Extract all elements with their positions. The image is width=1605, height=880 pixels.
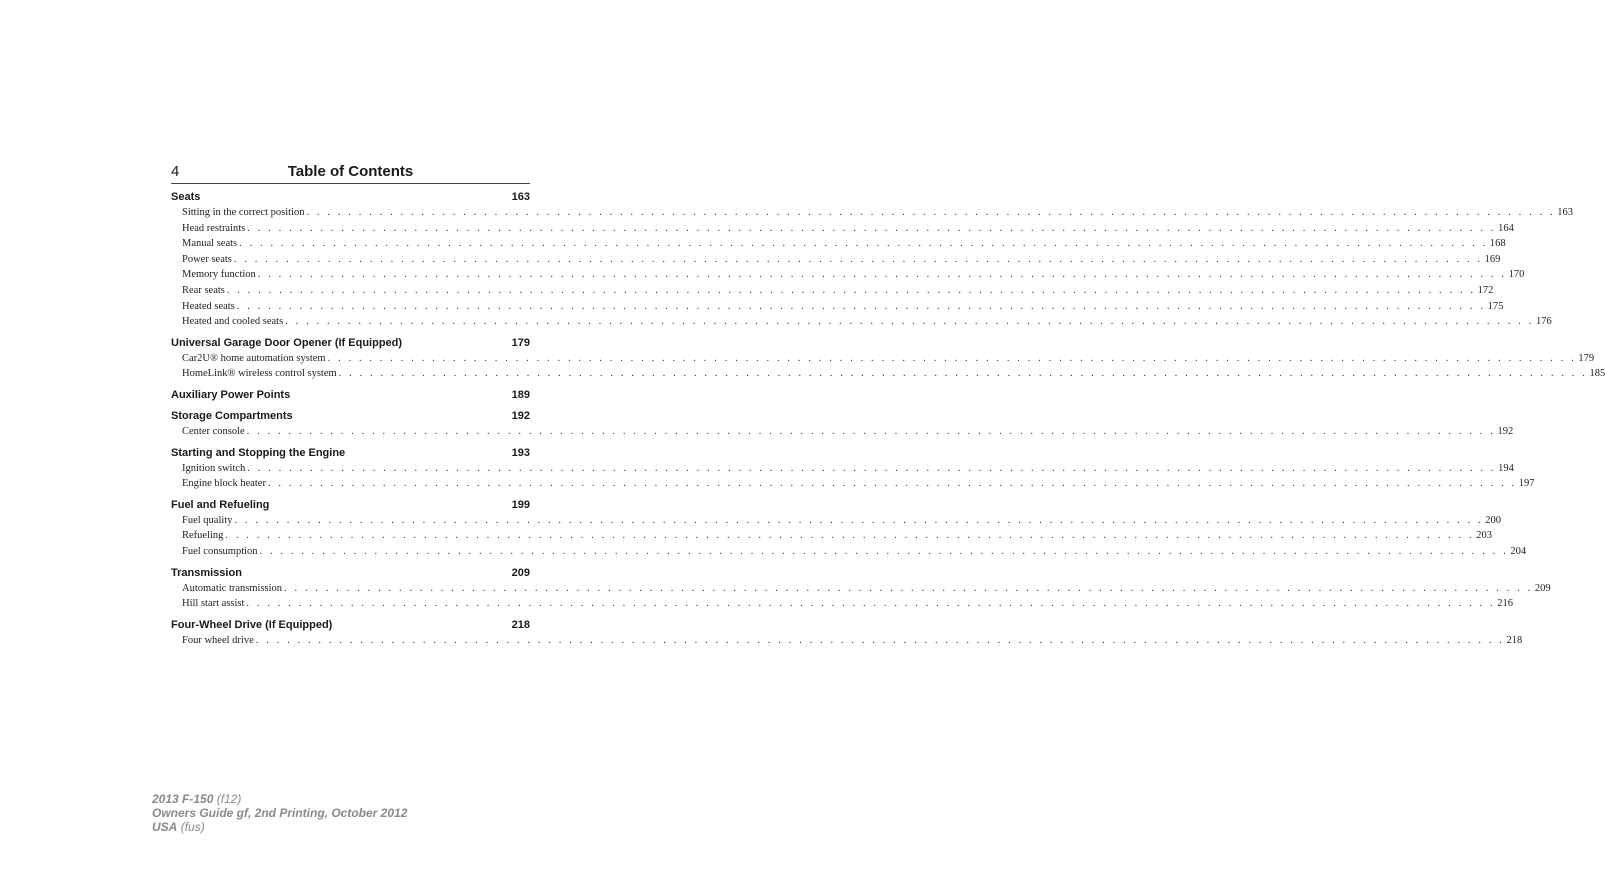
toc-section [171,445,1535,492]
toc-entry[interactable] [171,581,1551,597]
footer-region: USA [152,820,178,834]
toc-section [171,335,1605,382]
dot-leader: . . . . . . . . . . . . . . . . . . . . . . . . . . . . . . . . . . . . . . . . . . . . . . . . . . . . . . . . . . . . . . . . . . . . . . . . . . . . . . . . . . . . . . . . . . . . . . . . . . . . . . . . . . . . . . . . . . . . . . . . [255,634,1505,646]
entry-label: Engine block heater [182,478,266,490]
entry-page-number: 203 [1476,530,1492,542]
toc-entry[interactable] [171,476,1535,492]
toc-entry[interactable] [171,544,1527,560]
toc-entry[interactable] [171,314,1552,330]
section-page-number: 199 [511,498,530,511]
toc-section-heading[interactable] [171,387,530,403]
entry-page-number: 197 [1518,478,1535,490]
entry-page-number: 164 [1498,222,1514,234]
toc-section [171,408,1514,440]
toc-section-heading[interactable] [171,497,530,513]
entry-page-number: 192 [1497,425,1514,437]
dot-leader: . . . . . . . . . . . . . . . . . . . . . . . . . . . . . . . . . . . . . . . . . . . . . . . . . . . . . . . . . . . . . . . . . . . . . . . . . . . . . . . . . . . . . . . . . . . . . . . . . . . . . . . . . . . . . . . . . . . . . . . . [239,238,1488,250]
entry-page-number: 170 [1508,269,1525,281]
entry-page-number: 204 [1510,545,1527,557]
section-page-number: 193 [511,446,530,459]
dot-leader: . . . . . . . . . . . . . . . . . . . . . . . . . . . . . . . . . . . . . . . . . . . . . . . . . . . . . . . . . . . . . . . . . . . . . . . . . . . . . . . . . . . . . . . . . . . . . . . . . . . . . . . . . . . . . . . . . . . . . . . . [226,284,1476,296]
entry-page-number: 169 [1484,253,1501,265]
header-rule [171,183,530,184]
entry-label: HomeLink® wireless control system [182,368,337,380]
toc-section [171,387,530,403]
section-title: Seats [171,191,201,203]
entry-label: Four wheel drive [182,634,254,646]
footer-model-code: (f12) [216,792,242,806]
dot-leader: . . . . . . . . . . . . . . . . . . . . . . . . . . . . . . . . . . . . . . . . . . . . . . . . . . . . . . . . . . . . . . . . . . . . . . . . . . . . . . . . . . . . . . . . . . . . . . . . . . . . . . . . . . . . . . . . . . . . . . . . [236,300,1486,312]
toc-entry[interactable] [171,299,1504,315]
toc-section [171,189,1574,330]
entry-label: Refueling [182,530,224,542]
toc-section [171,617,1523,649]
entry-label: Power seats [182,253,232,265]
entry-page-number: 172 [1477,284,1494,296]
dot-leader: . . . . . . . . . . . . . . . . . . . . . . . . . . . . . . . . . . . . . . . . . . . . . . . . . . . . . . . . . . . . . . . . . . . . . . . . . . . . . . . . . . . . . . . . . . . . . . . . . . . . . . . . . . . . . . . . . . . . . . . . [327,352,1577,364]
entry-label: Car2U® home automation system [182,352,326,364]
section-page-number: 179 [511,336,530,349]
toc-entry[interactable] [171,513,1501,529]
dot-leader: . . . . . . . . . . . . . . . . . . . . . . . . . . . . . . . . . . . . . . . . . . . . . . . . . . . . . . . . . . . . . . . . . . . . . . . . . . . . . . . . . . . . . . . . . . . . . . . . . . . . . . . . . . . . . . . . . . . . . . . . [285,316,1534,328]
section-page-number: 163 [511,191,530,203]
section-title: Auxiliary Power Points [171,388,291,401]
toc-section-heading[interactable] [171,445,530,461]
toc-section [171,565,1551,612]
footer-region-code: (fus) [180,820,205,834]
page-number: 4 [171,163,180,180]
toc-entry[interactable] [171,221,1514,237]
section-page-number: 209 [511,566,530,579]
section-page-number: 189 [511,388,530,401]
dot-leader: . . . . . . . . . . . . . . . . . . . . . . . . . . . . . . . . . . . . . . . . . . . . . . . . . . . . . . . . . . . . . . . . . . . . . . . . . . . . . . . . . . . . . . . . . . . . . . . . . . . . . . . . . . . . . . . . . . . . . . . . [257,269,1507,281]
toc-entry[interactable] [171,424,1514,440]
toc-entry[interactable] [171,252,1501,268]
entry-label: Ignition switch [182,462,246,474]
entry-label: Fuel quality [182,514,233,526]
toc-section-heading[interactable] [171,335,530,351]
toc-entry[interactable] [171,267,1525,283]
entry-page-number: 176 [1535,316,1552,328]
dot-leader: . . . . . . . . . . . . . . . . . . . . . . . . . . . . . . . . . . . . . . . . . . . . . . . . . . . . . . . . . . . . . . . . . . . . . . . . . . . . . . . . . . . . . . . . . . . . . . . . . . . . . . . . . . . . . . . . . . . . . . . . [338,368,1588,380]
entry-label: Memory function [182,269,256,281]
table-of-contents [171,189,1605,653]
entry-label: Heated seats [182,300,235,312]
toc-section-heading[interactable] [171,189,530,205]
toc-entry[interactable] [171,528,1492,544]
section-title: Transmission [171,566,242,579]
toc-entry[interactable] [171,366,1605,382]
entry-label: Fuel consumption [182,545,258,557]
entry-label: Hill start assist [182,598,245,610]
toc-entry[interactable] [171,205,1574,221]
page-title: Table of Contents [287,163,414,180]
dot-leader: . . . . . . . . . . . . . . . . . . . . . . . . . . . . . . . . . . . . . . . . . . . . . . . . . . . . . . . . . . . . . . . . . . . . . . . . . . . . . . . . . . . . . . . . . . . . . . . . . . . . . . . . . . . . . . . . . . . . . . . . [284,582,1533,594]
section-title: Universal Garage Door Opener (If Equipped) [171,336,403,349]
entry-page-number: 194 [1498,462,1514,474]
dot-leader: . . . . . . . . . . . . . . . . . . . . . . . . . . . . . . . . . . . . . . . . . . . . . . . . . . . . . . . . . . . . . . . . . . . . . . . . . . . . . . . . . . . . . . . . . . . . . . . . . . . . . . . . . . . . . . . . . . . . . . . . [306,207,1556,218]
footer-model: 2013 F-150 [152,792,214,806]
toc-entry[interactable] [171,633,1523,649]
footer-printing: Owners Guide gf, 2nd Printing, October 2012 [152,806,408,820]
entry-label: Manual seats [182,238,238,250]
entry-label: Rear seats [182,284,225,296]
entry-label: Sitting in the correct position [182,207,305,218]
section-page-number: 192 [511,409,530,422]
footer-line-model [152,792,407,806]
toc-section-heading[interactable] [171,565,530,581]
footer-line-region [152,820,407,834]
page-header [171,163,530,183]
toc-entry[interactable] [171,461,1514,477]
section-title: Fuel and Refueling [171,498,270,511]
section-title: Storage Compartments [171,409,293,422]
dot-leader: . . . . . . . . . . . . . . . . . . . . . . . . . . . . . . . . . . . . . . . . . . . . . . . . . . . . . . . . . . . . . . . . . . . . . . . . . . . . . . . . . . . . . . . . . . . . . . . . . . . . . . . . . . . . . . . . . . . . . . . . [225,530,1475,542]
entry-label: Automatic transmission [182,582,283,594]
entry-page-number: 216 [1497,598,1513,610]
section-page-number: 218 [511,618,530,631]
dot-leader: . . . . . . . . . . . . . . . . . . . . . . . . . . . . . . . . . . . . . . . . . . . . . . . . . . . . . . . . . . . . . . . . . . . . . . . . . . . . . . . . . . . . . . . . . . . . . . . . . . . . . . . . . . . . . . . . . . . . . . . . [246,598,1496,610]
section-title: Four-Wheel Drive (If Equipped) [171,618,333,631]
toc-section-heading[interactable] [171,617,530,633]
dot-leader: . . . . . . . . . . . . . . . . . . . . . . . . . . . . . . . . . . . . . . . . . . . . . . . . . . . . . . . . . . . . . . . . . . . . . . . . . . . . . . . . . . . . . . . . . . . . . . . . . . . . . . . . . . . . . . . . . . . . . . . . [259,545,1509,557]
entry-page-number: 200 [1485,514,1501,526]
entry-page-number: 179 [1578,352,1595,364]
footer [152,792,407,834]
entry-page-number: 163 [1557,207,1574,218]
entry-page-number: 218 [1506,634,1523,646]
entry-label: Heated and cooled seats [182,316,284,328]
toc-section-heading[interactable] [171,408,530,424]
entry-label: Center console [182,425,245,437]
entry-page-number: 185 [1589,368,1605,380]
dot-leader: . . . . . . . . . . . . . . . . . . . . . . . . . . . . . . . . . . . . . . . . . . . . . . . . . . . . . . . . . . . . . . . . . . . . . . . . . . . . . . . . . . . . . . . . . . . . . . . . . . . . . . . . . . . . . . . . . . . . . . . . [233,253,1483,265]
entry-page-number: 209 [1534,582,1551,594]
toc-entry[interactable] [171,351,1595,367]
toc-entry[interactable] [171,283,1494,299]
toc-entry[interactable] [171,236,1506,252]
entry-label: Head restraints [182,222,246,234]
dot-leader: . . . . . . . . . . . . . . . . . . . . . . . . . . . . . . . . . . . . . . . . . . . . . . . . . . . . . . . . . . . . . . . . . . . . . . . . . . . . . . . . . . . . . . . . . . . . . . . . . . . . . . . . . . . . . . . . . . . . . . . . [234,514,1484,526]
dot-leader: . . . . . . . . . . . . . . . . . . . . . . . . . . . . . . . . . . . . . . . . . . . . . . . . . . . . . . . . . . . . . . . . . . . . . . . . . . . . . . . . . . . . . . . . . . . . . . . . . . . . . . . . . . . . . . . . . . . . . . . . [247,462,1497,474]
dot-leader: . . . . . . . . . . . . . . . . . . . . . . . . . . . . . . . . . . . . . . . . . . . . . . . . . . . . . . . . . . . . . . . . . . . . . . . . . . . . . . . . . . . . . . . . . . . . . . . . . . . . . . . . . . . . . . . . . . . . . . . . [246,425,1496,437]
toc-entry[interactable] [171,596,1513,612]
dot-leader: . . . . . . . . . . . . . . . . . . . . . . . . . . . . . . . . . . . . . . . . . . . . . . . . . . . . . . . . . . . . . . . . . . . . . . . . . . . . . . . . . . . . . . . . . . . . . . . . . . . . . . . . . . . . . . . . . . . . . . . . [247,222,1497,234]
entry-page-number: 168 [1489,238,1506,250]
entry-page-number: 175 [1487,300,1504,312]
section-title: Starting and Stopping the Engine [171,446,346,459]
dot-leader: . . . . . . . . . . . . . . . . . . . . . . . . . . . . . . . . . . . . . . . . . . . . . . . . . . . . . . . . . . . . . . . . . . . . . . . . . . . . . . . . . . . . . . . . . . . . . . . . . . . . . . . . . . . . . . . . . . . . . . . . [267,478,1517,490]
toc-section [171,497,1527,560]
